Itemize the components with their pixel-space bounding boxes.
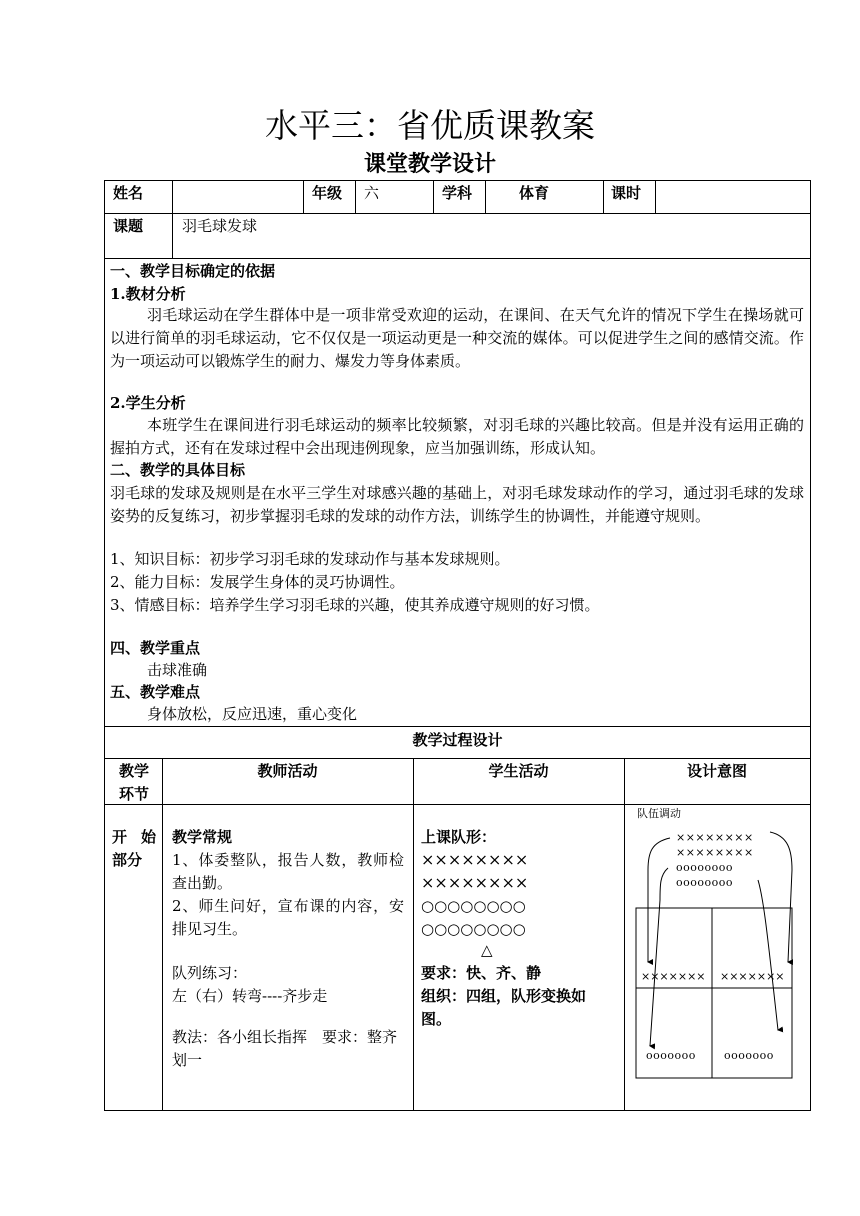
student-requirement: 要求：快、齐、静	[421, 964, 542, 982]
teacher-drill: 队列练习：	[172, 964, 248, 982]
student-analysis-heading: 2.学生分析	[110, 394, 186, 412]
topic-label: 课题	[113, 217, 144, 235]
diagram-o-left: ooooooo	[646, 1049, 696, 1062]
arrow-left-outer	[648, 838, 670, 962]
diagram-x-row-2: ××××××××	[676, 846, 754, 859]
section4-text: 击球准确	[147, 661, 208, 679]
arrow-right-inner	[758, 880, 778, 1030]
material-text: 羽毛球运动在学生群体中是一项非常受欢迎的运动，在课间、在天气允许的情况下学生在操场就可以进行简单的羽毛球运动，它不仅仅是一项运动更是一种交流的媒体。可以促进学生之间的感情交流。作为一项运动可以锻炼学生的耐力、爆发力等身体素质。	[110, 306, 804, 370]
col-intent: 设计意图	[686, 762, 747, 780]
goal-emotion: 3、情感目标：培养学生学习羽毛球的兴趣，使其养成遵守规则的好习惯。	[110, 596, 600, 614]
topic-value: 羽毛球发球	[182, 217, 258, 235]
student-heading: 上课队形：	[421, 828, 497, 846]
col-student: 学生活动	[488, 762, 549, 780]
arrow-right-outer	[770, 832, 792, 962]
diagram-o-right: ooooooo	[724, 1049, 774, 1062]
page-title: 水平三：省优质课教案	[265, 106, 595, 145]
page-subtitle: 课堂教学设计	[363, 151, 496, 177]
period-label: 课时	[611, 184, 642, 202]
formation-line-2: ××××××××	[421, 873, 529, 892]
goal-knowledge: 1、知识目标：初步学习羽毛球的发球动作与基本发球规则。	[110, 550, 510, 568]
formation-line-3: ○○○○○○○○	[421, 897, 526, 915]
intent-label: 队伍调动	[637, 807, 681, 820]
name-label: 姓名	[113, 184, 144, 202]
teacher-item-1: 1、体委整队，报告人数，教师检查出勤。	[172, 851, 404, 892]
formation-line-1: ××××××××	[421, 850, 529, 869]
diagram-x-row-1: ××××××××	[676, 831, 754, 844]
section5-text: 身体放松，反应迅速，重心变化	[147, 705, 358, 723]
grade-label: 年级	[312, 184, 343, 202]
teacher-method: 教法：各小组长指挥 要求：整齐划一	[172, 1028, 398, 1069]
material-heading: 1.教材分析	[110, 285, 186, 303]
teacher-item-2: 2、师生问好，宣布课的内容，安排见习生。	[172, 897, 404, 938]
section4-heading: 四、教学重点	[110, 639, 201, 657]
col-teacher: 教师活动	[257, 762, 318, 780]
diagram-x-left: ×××××××	[641, 970, 706, 983]
section5-heading: 五、教学难点	[110, 683, 201, 701]
diagram-x-right: ×××××××	[720, 970, 785, 983]
teacher-drill-detail: 左（右）转弯----齐步走	[172, 987, 328, 1005]
goal-ability: 2、能力目标：发展学生身体的灵巧协调性。	[110, 573, 405, 591]
section1-heading: 一、教学目标确定的依据	[110, 262, 276, 280]
teacher-heading: 教学常规	[172, 828, 233, 846]
student-organization: 组织：四组，队形变换如图。	[421, 987, 587, 1028]
diagram-o-row-1: oooooooo	[676, 861, 733, 874]
arrow-left-inner	[650, 868, 668, 1046]
col-stage: 教学环节	[118, 762, 149, 803]
section2-text: 羽毛球的发球及规则是在水平三学生对球感兴趣的基础上，对羽毛球发球动作的学习，通过羽毛球的发球姿势的反复练习，初步掌握羽毛球的发球的动作方法，训练学生的协调性，并能遵守规则。	[110, 484, 804, 525]
section2-heading: 二、教学的具体目标	[110, 461, 246, 479]
student-analysis-text: 本班学生在课间进行羽毛球运动的频率比较频繁，对羽毛球的兴趣比较高。但是并没有运用正确的握拍方式，还有在发球过程中会出现违例现象，应当加强训练，形成认知。	[110, 416, 804, 457]
subject-value: 体育	[519, 184, 550, 202]
teacher-position-mark: △	[481, 941, 493, 959]
process-heading: 教学过程设计	[412, 731, 503, 749]
stage-start: 开 始 部分	[112, 828, 156, 869]
subject-label: 学科	[442, 184, 473, 202]
diagram-o-row-2: oooooooo	[676, 876, 733, 889]
grade-value: 六	[364, 184, 380, 202]
formation-line-4: ○○○○○○○○	[421, 920, 526, 938]
